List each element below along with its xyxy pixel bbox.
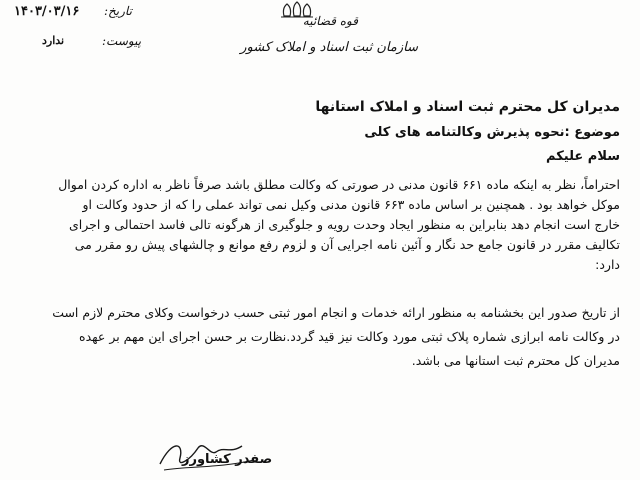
registry-organization-name: سازمان ثبت اسناد و املاک کشور xyxy=(240,40,418,55)
body-line: از تاریخ صدور این بخشنامه به منظور ارائه خدمات و انجام امور ثبتی حسب درخواست وکلای محترم لازم است xyxy=(52,305,620,320)
letter-salutation: سلام علیکم xyxy=(546,149,620,164)
date-label: تاریخ: xyxy=(104,4,132,18)
body-line: دارد: xyxy=(595,257,620,272)
signatory-name: صفدر کشاورز xyxy=(182,452,273,467)
body-line: احتراماً، نظر به اینکه ماده ۶۶۱ قانون مدنی در صورتی که وکالت مطلق باشد صرفاً ناظر به اداره کردن اموال xyxy=(58,177,620,192)
body-line: در وکالت نامه ابرازی شماره پلاک ثبتی مورد وکالت نیز قید گردد.نظارت بر حسن اجرای این مهم بر عهده xyxy=(79,329,620,344)
letter-addressee: مدیران کل محترم ثبت اسناد و املاک استانها xyxy=(315,99,620,115)
attachment-label: پیوست: xyxy=(102,34,142,48)
attachment-value: ندارد xyxy=(42,34,65,47)
judiciary-name: قوه قضائیه xyxy=(302,14,358,28)
date-value: ۱۴۰۳/۰۳/۱۶ xyxy=(14,4,80,19)
body-line: مدیران کل محترم ثبت استانها می باشد. xyxy=(411,353,620,368)
letter-subject: موضوع :نحوه پذیرش وکالتنامه های کلی xyxy=(364,125,620,140)
body-line: موکل خواهد بود . همچنین بر اساس ماده ۶۶۳ قانون مدنی وکیل نمی تواند عملی را که از حدود وکالت او xyxy=(82,197,620,212)
body-line: تکالیف مقرر در قانون جامع حد نگار و آئین نامه اجرایی آن و لزوم رفع موانع و چالشهای پیش رو مقرر می xyxy=(74,237,620,252)
body-line: خارج است انجام دهد بنابراین به منظور ایجاد وحدت رویه و جلوگیری از هرگونه تالی فاسد احتمالی و اجرای xyxy=(68,217,620,232)
